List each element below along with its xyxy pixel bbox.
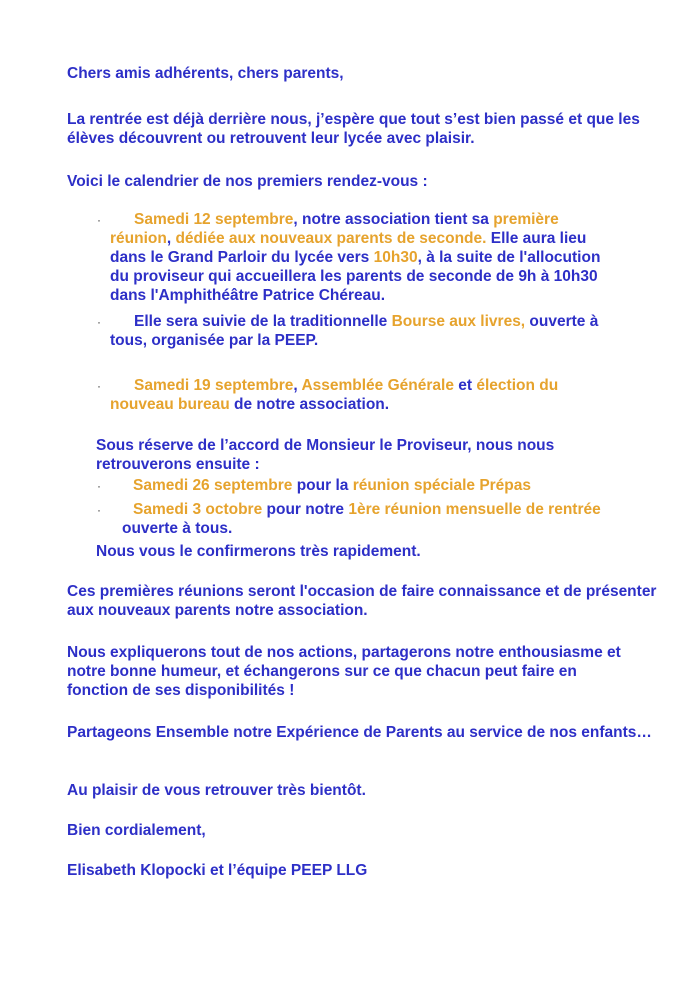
greeting: Chers amis adhérents, chers parents, bbox=[67, 65, 344, 82]
bullet-icon: · bbox=[97, 479, 101, 493]
event-monthly-meeting bbox=[122, 500, 622, 538]
event-date: Samedi 12 septembre bbox=[134, 211, 294, 228]
event-time: 10h30 bbox=[373, 249, 418, 266]
event-text: , notre association tient sa bbox=[293, 211, 494, 228]
event-text: pour notre bbox=[262, 501, 349, 518]
event-date: Samedi 19 septembre bbox=[134, 377, 294, 394]
bullet-icon: · bbox=[97, 213, 101, 227]
intro-paragraph: La rentrée est déjà derrière nous, j’espère que tout s’est bien passé et que les élèves découvrent ou retrouvent leur lycée avec plaisir. bbox=[67, 111, 640, 147]
event-prepas-meeting bbox=[133, 476, 673, 495]
event-general-assembly bbox=[110, 376, 610, 414]
event-text: , bbox=[293, 377, 302, 394]
event-text: et bbox=[453, 377, 477, 394]
event-highlight: 1ère réunion mensuelle de rentrée bbox=[348, 501, 601, 518]
event-date: Samedi 26 septembre bbox=[133, 477, 293, 494]
event-highlight: première réunion bbox=[110, 211, 559, 247]
calendar-intro: Voici le calendrier de nos premiers rendez-vous : bbox=[67, 173, 428, 190]
paragraph-motto: Partageons Ensemble notre Expérience de Parents au service de nos enfants… bbox=[67, 724, 652, 741]
event-text: , bbox=[166, 230, 176, 247]
paragraph-actions: Nous expliquerons tout de nos actions, partagerons notre enthousiasme et notre bonne humeur, et échangerons sur ce que chacun peut faire en fonction de ses disponibilités ! bbox=[67, 644, 621, 699]
regards-line: Bien cordialement, bbox=[67, 822, 206, 839]
bullet-icon: · bbox=[97, 315, 101, 329]
event-highlight: Assemblée Générale bbox=[301, 377, 454, 394]
event-highlight: élection du nouveau bureau bbox=[110, 377, 559, 413]
event-highlight: Bourse aux livres, bbox=[391, 313, 526, 330]
signature: Elisabeth Klopocki et l’équipe PEEP LLG bbox=[67, 862, 368, 879]
closing-line: Au plaisir de vous retrouver très bientôt. bbox=[67, 782, 366, 799]
bullet-icon: · bbox=[97, 379, 101, 393]
event-text: , à la suite de l'allocution du proviseur qui accueillera les parents de seconde de 9h à 10h30 dans l'Amphithéâtre Patrice Chéreau. bbox=[110, 249, 601, 304]
event-text: ouverte à tous, organisée par la PEEP. bbox=[110, 313, 599, 349]
event-date: Samedi 3 octobre bbox=[133, 501, 263, 518]
paragraph-meetings: Ces premières réunions seront l'occasion de faire connaissance et de présenter aux nouveaux parents notre association. bbox=[67, 583, 657, 619]
event-text: de notre association. bbox=[229, 396, 390, 413]
event-highlight: réunion spéciale Prépas bbox=[352, 477, 532, 494]
event-text: Elle sera suivie de la traditionnelle bbox=[134, 313, 392, 330]
event-text: ouverte à tous. bbox=[122, 520, 233, 537]
event-book-fair bbox=[110, 312, 620, 350]
bullet-icon: · bbox=[97, 503, 101, 517]
event-text: Elle aura lieu dans le Grand Parloir du lycée vers bbox=[110, 230, 587, 266]
event-highlight: dédiée aux nouveaux parents de seconde. bbox=[175, 230, 487, 247]
event-text: pour la bbox=[292, 477, 353, 494]
event-first-meeting bbox=[110, 210, 620, 305]
confirm-line: Nous vous le confirmerons très rapidement. bbox=[96, 543, 421, 560]
reserve-paragraph: Sous réserve de l’accord de Monsieur le Proviseur, nous nous retrouverons ensuite : bbox=[96, 437, 555, 473]
